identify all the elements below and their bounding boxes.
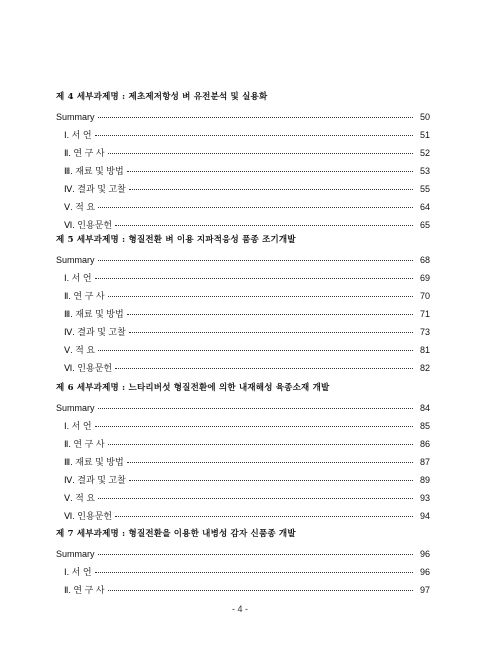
entry-page: 51: [419, 130, 430, 140]
entry-label: Ⅰ. 서 언: [64, 421, 92, 431]
dot-leader: [129, 332, 413, 333]
entry-page: 96: [419, 549, 430, 559]
section-title: 제 6 세부과제명 : 느타리버섯 형질전환에 의한 내재해성 육종소재 개발: [56, 383, 330, 393]
entry-page: 85: [419, 421, 430, 431]
dot-leader: [115, 368, 413, 369]
entry-label: Ⅳ. 결과 및 고찰: [64, 475, 126, 485]
section-title: 제 5 세부과제명 : 형질전환 벼 이용 지파적응성 품종 조기개발: [56, 235, 296, 245]
toc-entry-summary[interactable]: [56, 108, 430, 126]
entry-label: Ⅴ. 적 요: [64, 493, 96, 503]
toc-entry-methods[interactable]: [56, 162, 430, 180]
entry-page: 65: [419, 220, 430, 230]
dot-leader: [108, 153, 413, 154]
entry-label: Ⅵ. 인용문헌: [64, 220, 113, 230]
toc-entry-summary[interactable]: [56, 251, 430, 269]
toc-entry-references[interactable]: [56, 359, 430, 377]
toc-section-5: [56, 233, 430, 377]
toc-entry-methods[interactable]: [56, 453, 430, 471]
toc-entry-references[interactable]: [56, 216, 430, 234]
entry-page: 69: [419, 273, 430, 283]
entry-label: Ⅰ. 서 언: [64, 567, 92, 577]
entry-label: Ⅰ. 서 언: [64, 273, 92, 283]
toc-entry-results[interactable]: [56, 180, 430, 198]
entry-page: 93: [419, 493, 430, 503]
dot-leader: [98, 408, 413, 409]
toc-section-7: [56, 527, 430, 599]
dot-leader: [98, 117, 413, 118]
entry-page: 94: [419, 511, 430, 521]
dot-leader: [98, 350, 413, 351]
entry-label: Summary: [56, 403, 95, 413]
entry-label: Ⅴ. 적 요: [64, 345, 96, 355]
entry-label: Ⅲ. 재료 및 방법: [64, 309, 124, 319]
entry-page: 55: [419, 184, 430, 194]
entry-page: 87: [419, 457, 430, 467]
page-number: - 4 -: [231, 604, 248, 614]
toc-entry-results[interactable]: [56, 471, 430, 489]
toc-entry-summary[interactable]: [56, 545, 430, 563]
entry-label: Ⅵ. 인용문헌: [64, 511, 113, 521]
entry-label: Ⅱ. 연 구 사: [64, 148, 105, 158]
entry-page: 82: [419, 363, 430, 373]
entry-page: 68: [419, 255, 430, 265]
dot-leader: [98, 498, 413, 499]
entry-page: 70: [419, 291, 430, 301]
entry-page: 73: [419, 327, 430, 337]
toc-entry-literature[interactable]: [56, 581, 430, 599]
entry-label: Summary: [56, 255, 95, 265]
toc-section-4: [56, 90, 430, 234]
dot-leader: [95, 426, 413, 427]
entry-page: 71: [419, 309, 430, 319]
entry-label: Ⅱ. 연 구 사: [64, 439, 105, 449]
entry-label: Ⅲ. 재료 및 방법: [64, 166, 124, 176]
entry-page: 89: [419, 475, 430, 485]
dot-leader: [98, 260, 413, 261]
dot-leader: [115, 225, 413, 226]
section-title: 제 4 세부과제명 : 제초제저항성 벼 유전분석 및 실용화: [56, 92, 268, 102]
entry-label: Ⅳ. 결과 및 고찰: [64, 327, 126, 337]
dot-leader: [95, 572, 413, 573]
toc-entry-literature[interactable]: [56, 287, 430, 305]
toc-entry-summary-kr[interactable]: [56, 489, 430, 507]
toc-entry-introduction[interactable]: [56, 563, 430, 581]
toc-entry-introduction[interactable]: [56, 126, 430, 144]
toc-entry-literature[interactable]: [56, 144, 430, 162]
toc-entry-summary-kr[interactable]: [56, 198, 430, 216]
entry-page: 84: [419, 403, 430, 413]
toc-entry-introduction[interactable]: [56, 417, 430, 435]
entry-label: Ⅱ. 연 구 사: [64, 585, 105, 595]
dot-leader: [108, 590, 413, 591]
toc-entry-references[interactable]: [56, 507, 430, 525]
toc-entry-literature[interactable]: [56, 435, 430, 453]
entry-label: Ⅰ. 서 언: [64, 130, 92, 140]
entry-label: Summary: [56, 549, 95, 559]
dot-leader: [129, 189, 413, 190]
entry-page: 97: [419, 585, 430, 595]
entry-page: 52: [419, 148, 430, 158]
toc-entry-summary[interactable]: [56, 399, 430, 417]
entry-page: 50: [419, 112, 430, 122]
dot-leader: [95, 135, 413, 136]
toc-entry-summary-kr[interactable]: [56, 341, 430, 359]
entry-label: Summary: [56, 112, 95, 122]
dot-leader: [127, 314, 413, 315]
entry-label: Ⅵ. 인용문헌: [64, 363, 113, 373]
entry-page: 53: [419, 166, 430, 176]
entry-page: 86: [419, 439, 430, 449]
dot-leader: [98, 207, 413, 208]
dot-leader: [127, 462, 413, 463]
toc-entry-introduction[interactable]: [56, 269, 430, 287]
entry-label: Ⅳ. 결과 및 고찰: [64, 184, 126, 194]
toc-section-6: [56, 381, 430, 525]
toc-entry-methods[interactable]: [56, 305, 430, 323]
entry-label: Ⅲ. 재료 및 방법: [64, 457, 124, 467]
dot-leader: [108, 444, 413, 445]
entry-label: Ⅴ. 적 요: [64, 202, 96, 212]
entry-label: Ⅱ. 연 구 사: [64, 291, 105, 301]
toc-entry-results[interactable]: [56, 323, 430, 341]
entry-page: 81: [419, 345, 430, 355]
dot-leader: [129, 480, 413, 481]
dot-leader: [108, 296, 413, 297]
dot-leader: [98, 554, 413, 555]
entry-page: 96: [419, 567, 430, 577]
dot-leader: [115, 516, 413, 517]
entry-page: 64: [419, 202, 430, 212]
dot-leader: [95, 278, 413, 279]
dot-leader: [127, 171, 413, 172]
section-title: 제 7 세부과제명 : 형질전환을 이용한 내병성 감자 신품종 개발: [56, 529, 296, 539]
